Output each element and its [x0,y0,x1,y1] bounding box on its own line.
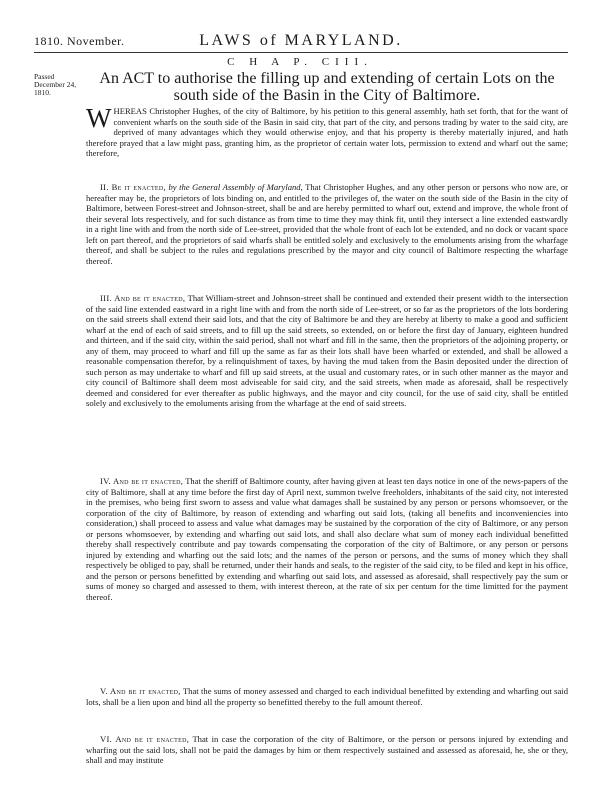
section-lead: III. And be it enacted, [100,293,186,303]
section-5 [86,686,568,707]
act-title: An ACT to authorise the filling up and extending of certain Lots on the south side of the Basin in the City of Baltimore. [99,70,555,104]
section-text: That the sums of money assessed and charged to each individual benefitted by extending and wharfing out said lots, shall be a lien upon and bind all the property so benefitted thereby to the full amount thereof. [86,686,568,707]
running-head-title: LAWS of MARYLAND. [199,32,403,49]
section-lead: IV. And be it enacted, [100,476,184,486]
section-text: That the sheriff of Baltimore county, after having given at least ten days notice in one of the news-papers of the city of Baltimore, shall at any time before the first day of April next, summon twelve freeholders, inhabitants of the said city, not interested in the premises, who being first sworn to assess and value what damages shall be sustained by any person or persons whomsoever, or the corporation of the city of Baltimore, by reason of extending and wharfing out said lots, (taking all benefits and inconveniencies into consideration,) shall proceed to assess and value what damages may be sustained by the corporation of the city of Baltimore, or any person or persons whomsoever, by extending and wharfing out said lots, and shall also declare what sum of money each individual benefitted thereby shall respectively contribute and pay towards compensating the corporation of the city of Baltimore, or any person or persons injured by extending and wharfing out the said lots; and the names of the person or persons, and the sums of money which they shall respectively be obliged to pay, shall be returned, under their hands and seals, to the register of the said city, to be filed and kept in his office, and the person or persons benefitted by extending and wharfing out said lots, and assessed as aforesaid, shall respectively pay the sum or sums of money so charged and assessed to them, with interest thereon, at the rate of six per centum for the time limitted for the payment thereof. [86,476,568,602]
preamble [86,103,568,159]
section-4 [86,476,568,602]
section-3 [86,293,568,409]
chapter-heading: C H A P. CIII. [227,56,373,68]
section-lead: II. Be it enacted, [100,182,166,192]
margin-note: Passed December 24, 1810. [34,72,77,97]
section-lead: V. And be it enacted, [100,686,181,696]
section-text: That in case the corporation of the city of Baltimore, or the person or persons injured by extending and wharfing out the said lots, shall not be paid the damages by him or them respectively sustained and assessed as aforesaid, he, she or they, shall and may institute [86,734,568,765]
drop-cap: W [86,103,112,133]
section-text: That Christopher Hughes, and any other person or persons who now are, or hereafter may be, the proprietors of lots binding on, and entitled to the privileges of, the water on the south side of the Basin in the city of Baltimore, between Forest-street and Johnson-street, shall be and are hereby permitted to wharf out, extend and improve, the whole front of their several lots respectively, and for such distance as from time to time they may think fit, until they intersect a line extended eastwardly in a right line with and from the north side of Lee-street, provided that the whole front of each lot be extended, and no dock or vacant space left on part thereof, and the proprietors of said wharfs shall be entitled solely and exclusively to the emoluments arising from the wharfage thereof, and shall be subject to the rules and regulations prescribed by the mayor and city council of Baltimore respecting the wharfage thereof. [86,182,568,266]
running-head [34,34,568,50]
section-lead: VI. And be it enacted, [100,734,190,744]
section-italic: by the General Assembly of Maryland, [168,182,303,192]
running-head-date: 1810. November. [34,34,125,48]
preamble-text: HEREAS Christopher Hughes, of the city of Baltimore, by his petition to this general assembly, hath set forth, that for the want of convenient wharfs on the south side of the Basin in said city, that part of the city, and persons trading by water to the said city, are deprived of many advantages which they would otherwise enjoy, and that his property is thereby materially injured, and hath therefore prayed that a law might pass, granting him, as the proprietor of certain water lots, permission to extend and wharf out the same; therefore, [86,106,568,158]
header-rule [34,52,568,53]
section-2 [86,182,568,266]
section-6 [86,734,568,766]
section-text: That William-street and Johnson-street shall be continued and extended their present width to the intersection of the said line extended eastward in a right line with and from the north side of Lee-street, or so far as the proprietors of the lots bordering on the said streets shall extend their said lots, and that the city of Baltimore be and they are hereby at liberty to make a good and sufficient wharf at the end of each of said streets, and to fill up the said streets, so extended, on or before the first day of January, eighteen hundred and thirteen, and if the said city, within the said period, shall not wharf and fill in the same, then the proprietors of the adjoining property, or any of them, may proceed to wharf and fill up the same as far as their lots shall have been wharfed or extended, and shall be allowed a reasonable compensation therefor, by a relinquishment of taxes, by having the mud taken from the Basin deposited under the direction of such person as may undertake to wharf and fill up said streets, at the usual and customary rates, or in such other manner as the mayor and city council of Baltimore shall deem most adviseable for said city, and the said streets, when made as aforesaid, shall be respectively deemed and considered for ever thereafter as public highways, and the mayor and city council, for the use of said city, shall be entitled solely and exclusively to the emoluments arising from the wharfage at the end of said streets. [86,293,568,408]
